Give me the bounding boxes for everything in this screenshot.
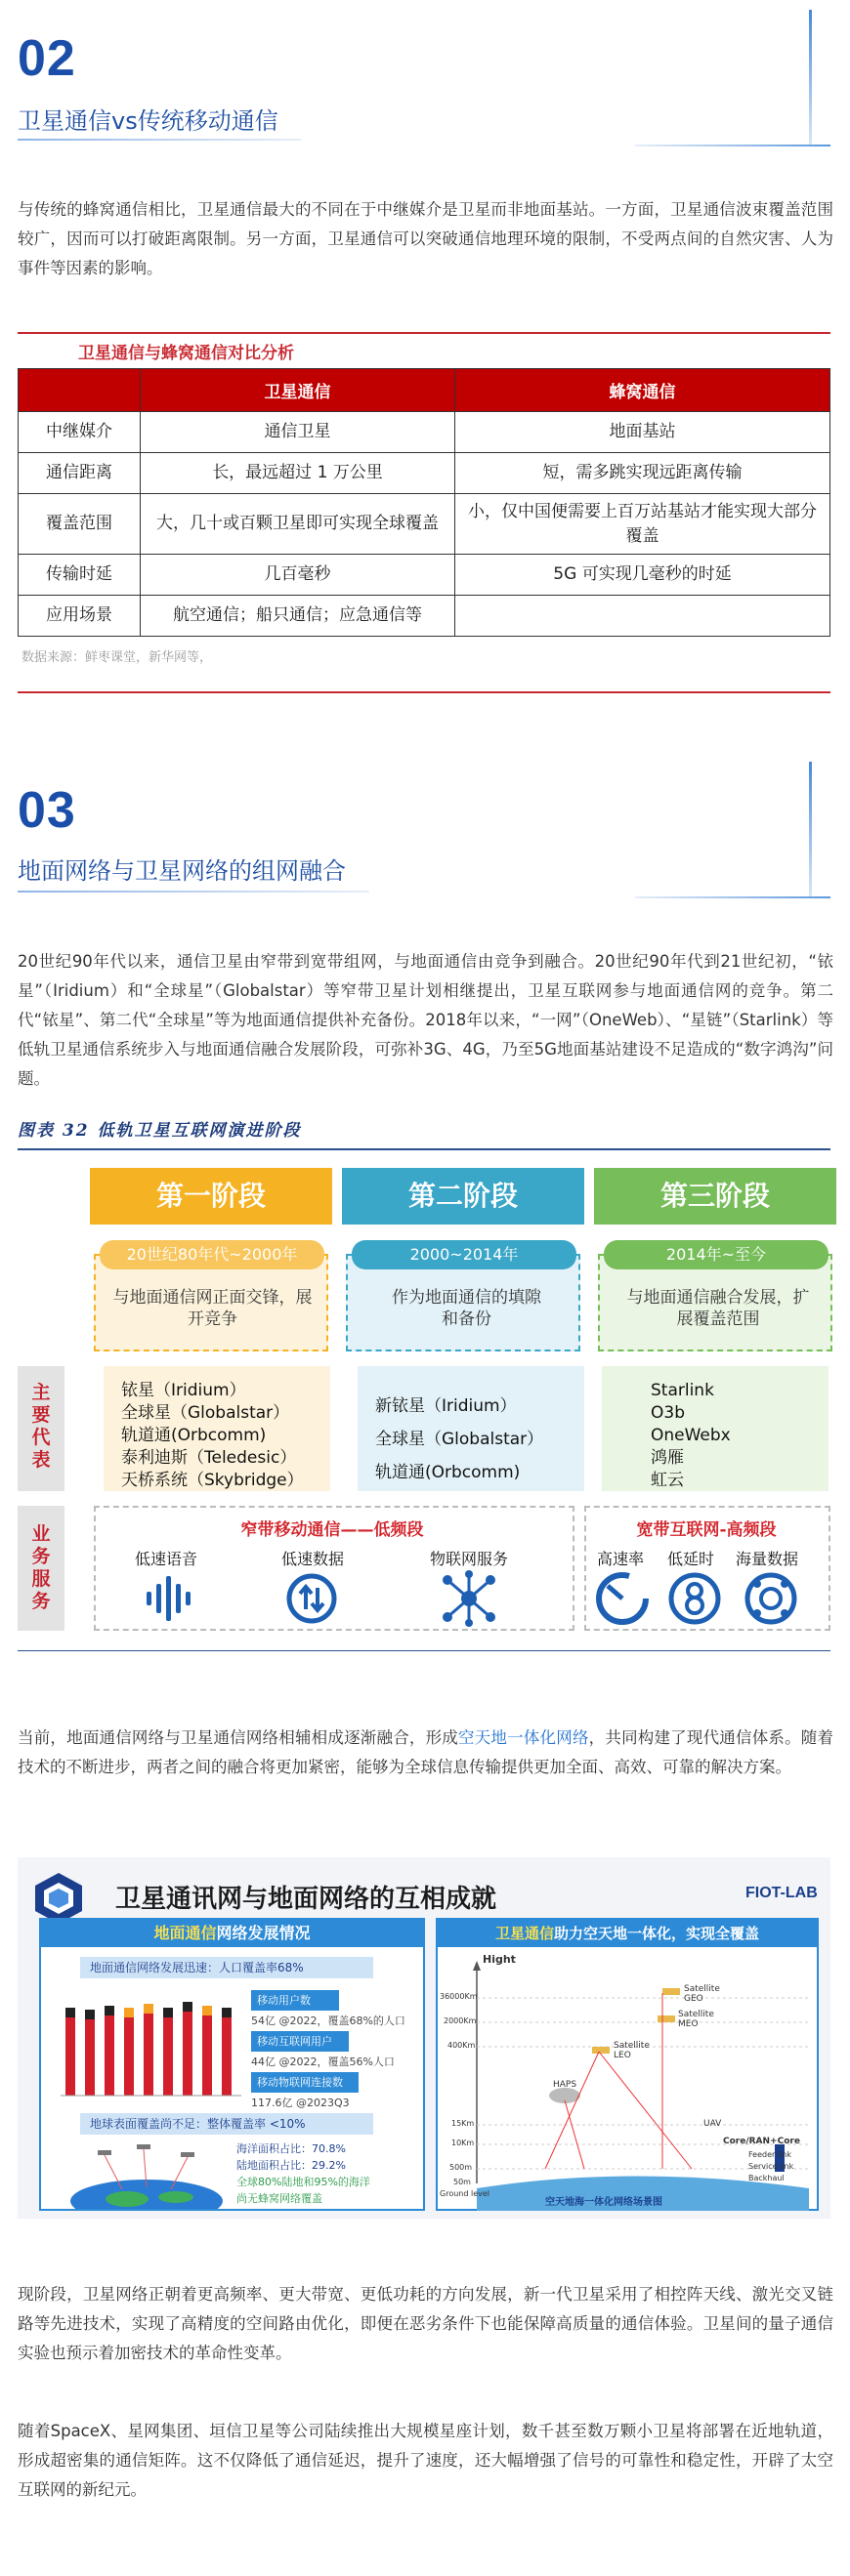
table-cell: 长，最远超过 1 万公里 [141,453,455,494]
table-rule [18,332,830,334]
data-transfer-icon [285,1572,338,1625]
surface-coverage-bar: 地球表面覆盖尚不足：整体覆盖率 <10% [80,2113,373,2135]
rep-item: 泰利迪斯（Teledesic） [121,1448,297,1468]
rep-item: 新铱星（Iridium） [375,1396,517,1416]
axis-label: Ground level [440,2189,489,2198]
table-cell: 几百毫秒 [141,555,455,596]
phase-2-header: 第二阶段 [342,1168,584,1225]
phase-2-desc: 作为地面通信的填隙和备份 [392,1288,541,1329]
stat-tag: 移动用户数 [251,1990,339,2011]
phase-3-period: 2014年~至今 [604,1240,829,1269]
panel-header-accent: 卫星通信 [494,1925,554,1942]
decor-line [635,145,830,146]
table-row [19,596,830,637]
service-label: 物联网服务 [429,1550,508,1568]
stat-tag: 移动互联网用户 [251,2031,349,2052]
services-side-label: 业务服务 [18,1506,64,1631]
section-number: 02 [18,30,76,87]
integration-infographic [18,1857,830,2219]
rep-item: Starlink [651,1381,714,1400]
infographic-title: 卫星通讯网与地面网络的互相成就 [115,1885,497,1914]
node-label: Core/RAN+Core [723,2137,800,2146]
section-number: 03 [18,782,76,839]
figure-rule [18,1148,830,1150]
globe-data-icon [743,1570,799,1627]
rep-item: 轨道通(Orbcomm) [121,1426,267,1445]
phase-1-period: 20世纪80年代~2000年 [100,1240,324,1269]
phase-1-header: 第一阶段 [90,1168,332,1225]
table-cell: 覆盖范围 [19,494,141,555]
stat-tag: 移动物联网连接数 [251,2072,359,2093]
table-cell: 5G 可实现几毫秒的时延 [455,555,830,596]
broadband-label: 宽带互联网-高频段 [636,1520,777,1540]
table-header-cell [19,369,141,412]
table-cell: 航空通信；船只通信；应急通信等 [141,596,455,637]
phase-3-header: 第三阶段 [594,1168,836,1225]
rep-item: 全球星（Globalstar） [375,1430,544,1449]
section-title: 地面网络与卫星网络的组网融合 [18,857,346,885]
service-label: 低速数据 [280,1550,344,1568]
closing-para-2: 随着SpaceX、星网集团、垣信卫星等公司陆续推出大规模星座计划，数千甚至数万颗小卫星将部署在近地轨道，形成超密集的通信矩阵。这不仅降低了通信延迟，提升了速度，还大幅增强了信号的可靠性和稳定性，开辟了太空互联网的新纪元。 [18,2422,833,2499]
title-underline [18,139,301,141]
mobile-stats [251,1990,417,2113]
panel-header-text: 网络发展情况 [216,1924,311,1942]
panel-header [41,1920,423,1947]
table-row [19,453,830,494]
reps-phase-2 [358,1366,584,1491]
surface-stats [236,2140,417,2207]
service-label: 海量数据 [735,1550,798,1568]
decor-line [635,896,830,898]
table-cell: 应用场景 [19,596,141,637]
reps-phase-3 [602,1366,829,1491]
rep-item: 轨道通(Orbcomm) [375,1463,521,1482]
axis-label: 500m [449,2163,473,2172]
axis-label: Hight [483,1953,516,1966]
table-cell: 中继媒介 [19,412,141,453]
rep-item: 虹云 [651,1471,684,1490]
integrated-network-link[interactable]: 空天地一体化网络 [458,1728,589,1747]
comparison-table-block [18,332,830,693]
title-underline [18,891,369,893]
rep-item: 全球星（Globalstar） [121,1403,290,1423]
phase-3-desc: 与地面通信融合发展，扩展覆盖范围 [626,1288,810,1329]
node-label: Satellite MEO [678,2010,714,2029]
table-source: 数据来源：鲜枣课堂，新华网等， [21,650,213,665]
service-label: 高速率 [596,1550,644,1568]
table-rule [18,691,830,693]
table-cell: 大，几十或百颗卫星即可实现全球覆盖 [141,494,455,555]
stat-value: 54亿 @2022，覆盖68%的人口 [251,2015,405,2027]
speedometer-icon [594,1570,651,1627]
node-label: Satellite GEO [684,1984,720,2004]
section-03-para1: 20世纪90年代以来，通信卫星由窄带到宽带组网，与地面通信由竞争到融合。20世纪90年代到21世纪初，“铱星”（Iridium）和“全球星”（Globalstar）等窄带卫星计划相继提出，卫星互联网参与地面通信网的竞争。第二代“铱星”、第二代“全球星”等为地面通信提供补充备份。2018年以来，“一网”（OneWeb）、“星链”（Starlink）等低轨卫星通信系统步入与地面通信融合发展阶段，可弥补3G、4G，乃至5G地面基站建设不足造成的“数字鸿沟”问题。 [18,952,833,1088]
axis-label: 50m [453,2178,471,2186]
rep-item: O3b [651,1403,685,1423]
node-label: Service link [748,2162,794,2171]
rep-item: 鸿雁 [651,1448,684,1468]
phase-2-period: 2000~2014年 [352,1240,576,1269]
panel-header-accent: 地面通信 [153,1924,217,1942]
stat-value: 44亿 @2022，覆盖56%人口 [251,2056,395,2068]
decor-line [809,762,812,898]
table-cell: 传输时延 [19,555,141,596]
reps-side-label: 主要代表 [18,1366,64,1491]
table-cell [455,596,830,637]
infinity-ring-icon [666,1570,723,1627]
panel-header-text: 助力空天地一体化，实现全覆盖 [554,1925,760,1942]
space-air-ground-diagram [438,1949,817,2211]
stat-value: 全球80%陆地和95%的海洋 [236,2176,370,2188]
table-cell: 通信距离 [19,453,141,494]
rep-item: 天桥系统（Skybridge） [121,1471,304,1490]
section-title: 卫星通信vs传统移动通信 [18,107,278,135]
axis-label: 15Km [451,2119,475,2128]
voice-waveform-icon [143,1574,197,1623]
node-label: Backhaul [748,2174,785,2182]
panel-header [438,1920,817,1947]
table-title: 卫星通信与蜂窝通信对比分析 [78,344,294,363]
table-row [19,412,830,453]
closing-para-1: 现阶段，卫星网络正朝着更高频率、更大带宽、更低功耗的方向发展，新一代卫星采用了相控阵天线、激光交叉链路等先进技术，实现了高精度的空间路由优化，即便在恶劣条件下也能保障高质量的通信体验。卫星间的量子通信实验也预示着加密技术的革命性变革。 [18,2285,833,2362]
service-label: 低速语音 [134,1550,197,1568]
para-text: ，共同构建了现代通信体系。随着技术的不断进步，两者之间的融合将更加紧密，能够为全球信息传输提供更加全面、高效、可靠的解决方案。 [18,1728,834,1776]
decor-line [809,10,812,146]
axis-label: 400Km [447,2041,476,2050]
axis-label: 2000Km [444,2016,477,2025]
table-cell: 通信卫星 [141,412,455,453]
stat-value: 117.6亿 @2023Q3 [251,2097,350,2109]
rep-item: 铱星（Iridium） [121,1381,246,1400]
narrowband-label: 窄带移动通信——低频段 [240,1520,424,1540]
table-header-cell: 蜂窝通信 [455,369,830,412]
table-row [19,555,830,596]
para-text: 当前，地面通信网络与卫星通信网络相辅相成逐渐融合，形成 [18,1728,459,1747]
iot-network-icon [440,1570,498,1627]
section-03-para2 [18,1724,833,1782]
comparison-table [18,368,830,637]
node-label: Feeder link [748,2150,791,2159]
stat-value: 陆地面积占比：29.2% [236,2159,346,2172]
node-label: Satellite LEO [614,2041,650,2060]
node-label: HAPS [553,2080,577,2090]
table-row [19,494,830,555]
table-cell: 小，仅中国便需要上百万站基站才能实现大部分覆盖 [455,494,830,555]
satellite-network-panel [436,1918,819,2211]
phase-1-desc: 与地面通信网正面交锋，展开竞争 [112,1288,313,1329]
ground-network-panel [39,1918,425,2211]
diagram-caption: 空天地海一体化网络场景图 [545,2197,662,2208]
table-header-cell: 卫星通信 [141,369,455,412]
figure-title: 图表 32 低轨卫星互联网演进阶段 [18,1121,302,1141]
node-label: UAV [703,2119,722,2129]
brand-name: FIOT-LAB [745,1885,818,1901]
earth-satellite-icon [68,2140,225,2209]
figure-rule [18,1650,830,1651]
table-header-row [19,369,830,412]
bar-chart-graphic [61,1988,246,2105]
coverage-bar: 地面通信网络发展迅速：人口覆盖率68% [80,1957,373,1978]
table-cell: 地面基站 [455,412,830,453]
axis-label: 36000Km [440,1992,478,2001]
section-02-intro: 与传统的蜂窝通信相比，卫星通信最大的不同在于中继媒介是卫星而非地面基站。一方面，卫星通信波束覆盖范围较广，因而可以打破距离限制。另一方面，卫星通信可以突破通信地理环境的限制，不受两点间的自然灾害、人为事件等因素的影响。 [18,200,833,277]
stat-value: 尚无蜂窝网络覆盖 [236,2192,322,2205]
table-cell: 短，需多跳实现远距离传输 [455,453,830,494]
stat-value: 海洋面积占比：70.8% [236,2142,346,2155]
axis-label: 10Km [451,2139,475,2147]
rep-item: OneWebx [651,1426,731,1445]
service-label: 低延时 [666,1550,714,1568]
reps-phase-1 [104,1366,330,1491]
